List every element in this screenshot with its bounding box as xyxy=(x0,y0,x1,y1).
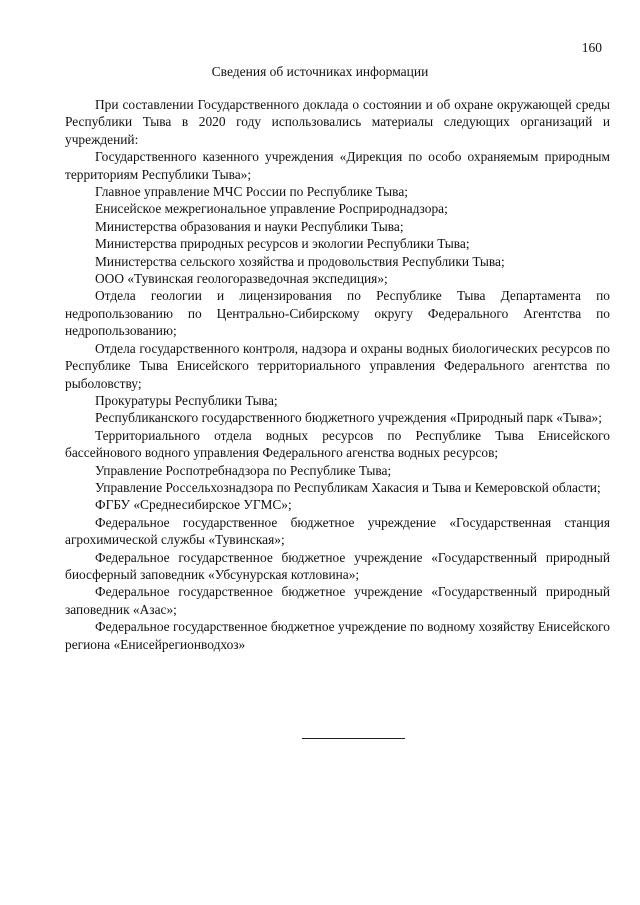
source-item: Отдела геологии и лицензирования по Республике Тыва Департамента по недропользованию по Центрально-Сибирскому округу Федерального Агентства по недропользованию; xyxy=(65,288,610,339)
source-item: Министерства сельского хозяйства и продовольствия Республики Тыва; xyxy=(95,253,505,269)
source-item: ООО «Тувинская геологоразведочная экспедиция»; xyxy=(95,271,388,287)
source-item: Федеральное государственное бюджетное учреждение «Государственный природный биосферный заповедник «Убсунурская котловина»; xyxy=(65,549,610,582)
source-item: Отдела государственного контроля, надзора и охраны водных биологических ресурсов по Республике Тыва Енисейского территориального управления Федерального агентства по рыболовству; xyxy=(65,340,610,391)
page-number: 160 xyxy=(581,40,602,55)
source-item: Государственного казенного учреждения «Дирекция по особо охраняемым природным территориям Республики Тыва»; xyxy=(65,149,610,182)
source-item: Министерства образования и науки Республики Тыва; xyxy=(95,218,404,234)
intro-paragraph: При составлении Государственного доклада о состоянии и об охране окружающей среды Республики Тыва в 2020 году использовались материалы следующих организаций и учреждений: xyxy=(65,97,610,147)
source-item: Министерства природных ресурсов и экологии Республики Тыва; xyxy=(95,236,470,252)
source-item: Управление Россельхознадзора по Республикам Хакасия и Тыва и Кемеровской области; xyxy=(95,479,601,495)
end-divider xyxy=(302,738,405,739)
page-title: Сведения об источниках информации xyxy=(211,64,429,79)
source-item: Федеральное государственное бюджетное учреждение по водному хозяйству Енисейского региона «Енисейрегионводхоз» xyxy=(65,619,610,652)
source-item: Территориального отдела водных ресурсов по Республике Тыва Енисейского бассейнового водного управления Федерального агенства водных ресурсов; xyxy=(65,427,610,461)
source-item: Прокуратуры Республики Тыва; xyxy=(95,392,278,408)
source-item: Главное управление МЧС России по Республике Тыва; xyxy=(95,184,408,200)
source-item: Федеральное государственное бюджетное учреждение «Государственный природный заповедник «Азас»; xyxy=(65,584,610,617)
source-item: Федеральное государственное бюджетное учреждение «Государственная станция агрохимической службы «Тувинская»; xyxy=(65,514,610,548)
source-item: ФГБУ «Среднесибирское УГМС»; xyxy=(95,497,292,513)
source-item: Енисейское межрегиональное управление Росприроднадзора; xyxy=(95,201,448,217)
sources-list xyxy=(65,96,610,653)
source-item: Управление Роспотребнадзора по Республике Тыва; xyxy=(95,462,392,478)
source-item: Республиканского государственного бюджетного учреждения «Природный парк «Тыва»; xyxy=(95,410,602,426)
